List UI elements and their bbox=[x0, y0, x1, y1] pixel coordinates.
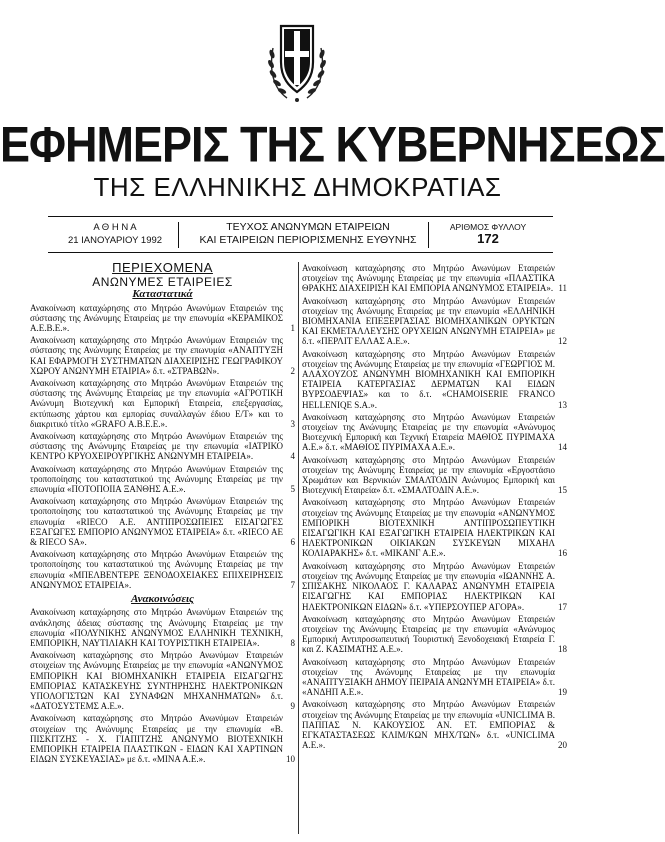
entry-page-number: 19 bbox=[558, 687, 567, 698]
entry-page-number: 17 bbox=[558, 601, 567, 612]
contents-entry[interactable] bbox=[302, 657, 567, 698]
entry-page-number: 4 bbox=[290, 451, 295, 462]
entry-page-number: 5 bbox=[290, 484, 295, 495]
gazette-subtitle: ΤΗΣ ΕΛΛΗΝΙΚΗΣ ΔΗΜΟΚΡΑΤΙΑΣ bbox=[93, 172, 502, 202]
subsection-registrations: Καταστατικά bbox=[132, 288, 193, 301]
masthead-info-bar bbox=[48, 220, 553, 250]
entry-text: Ανακοίνωση καταχώρησης στο Μητρώο Ανωνύμων Εταιρειών της τροποποίησης του καταστατικού της Ανώνυμης Εταιρείας με την επωνυμία «ΜΠΕΛΒΕΝΤΕΡΕ ΞΕΝΟΔΟΧΕΙΑΚΕΣ ΕΠΙΧΕΙΡΗΣΕΙΣ ΑΝΩΝΥΜΟΣ ΕΤΑΙΡΕΙΑ». bbox=[30, 549, 283, 590]
entry-page-number: 12 bbox=[558, 336, 567, 347]
contents-entry[interactable] bbox=[302, 455, 567, 496]
entry-text: Ανακοίνωση καταχώρησης στο Μητρώο Ανωνύμων Εταιρειών της σύστασης της Ανώνυμης Εταιρείας με την επωνυμία «ΚΕΡΑΜΙΚΟΣ Α.Ε.Β.Ε.». bbox=[30, 302, 283, 334]
contents-entry[interactable] bbox=[302, 296, 567, 347]
entry-page-number: 18 bbox=[558, 644, 567, 655]
place-date-block bbox=[60, 221, 170, 247]
issue-type-line1: ΤΕΥΧΟΣ ΑΝΩΝΥΜΩΝ ΕΤΑΙΡΕΙΩΝ bbox=[226, 221, 390, 233]
contents-entry[interactable] bbox=[30, 650, 295, 711]
entry-text: Ανακοίνωση καταχώρησης στο Μητρώο Ανωνύμων Εταιρειών της σύστασης της Ανώνυμης Εταιρείας με την επωνυμία «ΑΓΡΟΤΙΚΗ Ανώνυμη Βιοτεχνική και Εμπορική Εταιρεία, επεξεργασίας, εκτύπωσης χάρτου και εμπορίας συναλλαγών έδιου Ε/Τ» και το διακριτικό τίτλο «GRAFO Α.Β.Ε.Ε.». bbox=[30, 378, 283, 429]
entry-text: Ανακοίνωση καταχώρησης στο Μητρώο Ανωνύμων Εταιρειών της ανάκλησης άδειας σύστασης της Ανώνυμης Εταιρείας με την επωνυμία «ΠΟΛΥΝΙΚΗΣ ΑΝΩΝΥΜΟΣ ΕΛΛΗΝΙΚΗ ΤΕΧΝΙΚΗ, ΕΜΠΟΡΙΚΗ, ΝΑΥΤΙΛΙΑΚΗ ΚΑΙ ΤΟΥΡΙΣΤΙΚΗ ΕΤΑΙΡΕΙΑ». bbox=[30, 607, 283, 648]
entry-text: Ανακοίνωση καταχώρησης στο Μητρώο Ανωνύμων Εταιρειών στοιχείων της Ανώνυμης Εταιρείας με την επωνυμία «ΕΛΛΗΝΙΚΗ ΒΙΟΜΗΧΑΝΙΑ ΕΠΕΞΕΡΓΑΣΙΑΣ ΒΙΟΜΗΧΑΝΙΚΩΝ ΟΡΥΚΤΩΝ ΚΑΙ ΕΚΜΕΤΑΛΛΕΥΣΗΣ ΟΡΥΧΕΙΩΝ ΑΝΩΝΥΜΗ ΕΤΑΙΡΕΙΑ» με δ.τ. «ΠΕΡΛΙΤ ΕΛΛΑΣ Α.Ε.». bbox=[302, 295, 555, 347]
entry-text: Ανακοίνωση καταχώρησης στο Μητρώο Ανωνύμων Εταιρειών της τροποποίησης του καταστατικού της Ανώνυμης Εταιρείας με την επωνυμία «ΠΟΤΟΠΟΙΙΑ ΞΑΝΘΗΣ Α.Ε.». bbox=[30, 463, 283, 495]
contents-entry[interactable] bbox=[302, 497, 567, 558]
contents-entry[interactable] bbox=[30, 607, 295, 648]
contents-entry[interactable] bbox=[30, 431, 295, 462]
entry-text: Ανακοίνωση καταχώρησης στο Μητρώο Ανωνύμων Εταιρειών στοιχείων της Ανώνυμης Εταιρείας με την επωνυμία «ΑΝΩΝΥΜΟΣ ΕΜΠΟΡΙΚΗ ΒΙΟΤΕΧΝΙΚΗ ΑΝΤΙΠΡΟΣΩΠΕΥΤΙΚΗ ΕΙΣΑΓΩΓΙΚΗ ΚΑΙ ΕΞΑΓΩΓΙΚΗ ΕΤΑΙΡΕΙΑ ΗΛΕΚΤΡΙΚΩΝ ΚΑΙ ΗΛΕΚΤΡΟΝΙΚΩΝ ΟΙΚΙΑΚΩΝ ΣΥΣΚΕΥΩΝ ΜΙΧΑΗΛ ΚΟΛΙΑΡΑΚΗΣ» δ.τ. «ΜΙΚΑΝΓ Α.Ε.». bbox=[302, 497, 555, 559]
entry-text: Ανακοίνωση καταχώρησης στο Μητρώο Ανωνύμων Εταιρειών στοιχείων της Ανώνυμης Εταιρείας με την επωνυμία «ΑΝΑΠΤΥΞΙΑΚΗ ΔΗΜΟΥ ΠΕΙΡΑΙΑ ΑΝΩΝΥΜΗ ΕΤΑΙΡΕΙΑ» δ.τ. «ΑΝΔΗΠ Α.Ε.». bbox=[302, 656, 555, 698]
column-divider bbox=[298, 262, 299, 834]
issue-type-block bbox=[188, 221, 428, 247]
section-title: ΑΝΩΝΥΜΕΣ ΕΤΑΙΡΕΙΕΣ bbox=[92, 275, 233, 290]
entry-page-number: 2 bbox=[290, 365, 295, 376]
entry-page-number: 6 bbox=[290, 537, 295, 548]
entry-text: Ανακοίνωση καταχώρησης στο Μητρώο Ανωνύμων Εταιρειών στοιχείων της Ανώνυμης Εταιρείας με την επωνυμία «ΑΝΩΝΥΜΟΣ ΕΜΠΟΡΙΚΗ ΚΑΙ ΒΙΟΜΗΧΑΝΙΚΗ ΕΤΑΙΡΕΙΑ ΕΙΣΑΓΩΓΗΣ ΕΜΠΟΡΙΑΣ ΚΑΤΑΣΚΕΥΗΣ ΣΥΝΤΗΡΗΣΗΣ ΗΛΕΚΤΡΟΝΙΚΩΝ ΥΠΟΛΟΓΙΣΤΩΝ ΚΑΙ ΣΥΝΑΦΩΝ ΜΗΧΑΝΗΜΑΤΩΝ» δ.τ. «ΔΑΤΟΣΥΣΤΕΜΣ Α.Ε.». bbox=[30, 650, 283, 712]
entry-page-number: 9 bbox=[290, 701, 295, 712]
sheet-number: 172 bbox=[477, 231, 499, 246]
entry-page-number: 16 bbox=[558, 548, 567, 559]
contents-entry[interactable] bbox=[302, 349, 567, 410]
gazette-title: ΕΦΗΜΕΡΙΣ ΤΗΣ ΚΥΒΕΡΝΗΣΕΩΣ bbox=[0, 115, 665, 173]
sheet-number-block bbox=[428, 221, 548, 245]
issue-date: 21 ΙΑΝΟΥΑΡΙΟΥ 1992 bbox=[67, 235, 163, 246]
contents-right-column bbox=[302, 263, 567, 752]
masthead-bottom-rule bbox=[48, 252, 553, 253]
entry-page-number: 20 bbox=[558, 740, 567, 751]
entry-text: Ανακοίνωση καταχώρησης στο Μητρώο Ανωνύμων Εταιρειών στοιχείων της Ανώνυμης Εταιρείας με την επωνυμία «Β. ΠΙΣΚΙΤΖΗΣ - Χ. ΓΙΑΠΙΤΖΗΣ ΑΝΩΝΥΜΟ ΒΙΟΤΕΧΝΙΚΗ ΕΜΠΟΡΙΚΗ ΕΤΑΙΡΕΙΑ ΠΛΑΣΤΙΚΩΝ - ΕΙΔΩΝ ΚΑΙ ΧΑΡΤΙΝΩΝ ΕΙΔΩΝ ΣΥΣΚΕΥΑΣΙΑΣ» με δ.τ. «ΜΙΝΑ Α.Ε.». bbox=[30, 713, 283, 765]
issue-type-line2: ΚΑΙ ΕΤΑΙΡΕΙΩΝ ΠΕΡΙΟΡΙΣΜΕΝΗΣ ΕΥΘΥΝΗΣ bbox=[199, 234, 417, 246]
entry-page-number: 8 bbox=[290, 637, 295, 648]
contents-entry[interactable] bbox=[30, 496, 295, 547]
subsection-announcements: Ανακοινώσεις bbox=[131, 593, 194, 606]
contents-left-column bbox=[30, 260, 295, 766]
entry-text: Ανακοίνωση καταχώρησης στο Μητρώο Ανωνύμων Εταιρειών στοιχείων της Ανώνυμης Εταιρείας με την επωνυμία «Ανώνυμος Βιοτεχνική Εμπορική και Τεχνική Εταιρεία ΜΑΘΙΟΣ ΠΥΡΙΜΑΧΑ Α.Ε.» δ.τ. «ΜΑΘΙΟΣ ΠΥΡΙΜΑΧΑ Α.Ε.». bbox=[302, 411, 555, 453]
contents-heading: ΠΕΡΙΕΧΟΜΕΝΑ bbox=[112, 260, 213, 275]
entry-text: Ανακοίνωση καταχώρησης στο Μητρώο Ανωνύμων Εταιρειών στοιχείων της Ανώνυμης Εταιρείας με την επωνυμία «Εργοστάσιο Χρωμάτων και Βερνικιών ΣΜΑΛΤΟΔΙΝ Ανώνυμος Εμπορική και Βιοτεχνική Εταιρεία» δ.τ. «ΣΜΑΛΤΟΔΙΝ Α.Ε.». bbox=[302, 454, 555, 496]
entry-page-number: 3 bbox=[290, 418, 295, 429]
entry-text: Ανακοίνωση καταχώρησης στο Μητρώο Ανωνύμων Εταιρειών της τροποποίησης του καταστατικού της Ανώνυμης Εταιρείας με την επωνυμία «RIECO Α.Ε. ΑΝΤΙΠΡΟΣΩΠΕΙΕΣ ΕΙΣΑΓΩΓΕΣ ΕΞΑΓΩΓΕΣ ΕΜΠΟΡΙΟ ΑΝΩΝΥΜΟΣ ΕΤΑΙΡΕΙΑ» δ.τ. «RIECO AE & RIECO SA». bbox=[30, 496, 283, 548]
entry-text: Ανακοίνωση καταχώρησης στο Μητρώο Ανωνύμων Εταιρειών στοιχείων της Ανώνυμης Εταιρείας με την επωνυμία «ΓΕΩΡΓΙΟΣ Μ. ΑΛΑΧΟΥΖΟΣ ΑΝΩΝΥΜΗ ΒΙΟΜΗΧΑΝΙΚΗ ΚΑΙ ΕΜΠΟΡΙΚΗ ΕΤΑΙΡΕΙΑ ΚΑΤΕΡΓΑΣΙΑΣ ΔΕΡΜΑΤΩΝ ΚΑΙ ΕΙΔΩΝ ΒΥΡΣΟΔΕΨΙΑΣ» και το δ.τ. «CHAMOISERIE FRANCO HELLENIQE S.A.». bbox=[302, 348, 555, 410]
contents-entry[interactable] bbox=[30, 303, 295, 334]
contents-entry[interactable] bbox=[30, 549, 295, 590]
entry-text: Ανακοίνωση καταχώρησης στο Μητρώο Ανωνύμων Εταιρειών στοιχείων της Ανώνυμης Εταιρείας με την επωνυμία «UNICLIMA Β. ΠΑΠΠΑΣ Ν. ΚΑΚΟΥΣΙΟΣ ΑΝ. ΕΤ. ΕΜΠΟΡΙΑΣ & ΕΓΚΑΤΑΣΤΑΣΕΩΣ ΚΛΙΜ/ΚΩΝ ΜΗΧ/ΤΩΝ» δ.τ. «UNICLIMA Α.Ε.». bbox=[302, 699, 555, 751]
entry-page-number: 7 bbox=[290, 579, 295, 590]
entry-text: Ανακοίνωση καταχώρησης στο Μητρώο Ανωνύμων Εταιρειών στοιχείων της Ανώνυμης Εταιρείας με την επωνυμία «Ανώνυμος Εμπορική Αντιπροσωπευτική Τουριστική Ξενοδοχειακή Εταιρεία Γ. και Ζ. ΚΑΣΙΜΑΤΗΣ Α.Ε.». bbox=[302, 613, 555, 655]
entry-page-number: 1 bbox=[290, 323, 295, 334]
contents-entry[interactable] bbox=[30, 464, 295, 495]
entry-page-number: 14 bbox=[558, 442, 567, 453]
masthead-top-rule bbox=[48, 216, 553, 217]
sheet-number-label: ΑΡΙΘΜΟΣ ΦΥΛΛΟΥ bbox=[449, 222, 527, 232]
right-entries-list bbox=[302, 263, 567, 750]
entry-page-number: 13 bbox=[558, 399, 567, 410]
contents-entry[interactable] bbox=[30, 713, 295, 764]
entry-text: Ανακοίνωση καταχώρησης στο Μητρώο Ανωνύμων Εταιρειών στοιχείων της Ανώνυμης Εταιρείας με την επωνυμία «ΠΛΑΣΤΙΚΑ ΘΡΑΚΗΣ ΔΙΑΧΕΙΡΙΣΗ ΚΑΙ ΕΜΠΟΡΙΑ ΑΝΩΝΥΜΟΣ ΕΤΑΙΡΕΙΑ». bbox=[302, 263, 555, 294]
contents-entry[interactable] bbox=[302, 263, 567, 294]
entry-text: Ανακοίνωση καταχώρησης στο Μητρώο Ανωνύμων Εταιρειών της σύστασης της Ανώνυμης Εταιρείας με την επωνυμία «ΙΑΤΡΙΚΟ ΚΕΝΤΡΟ ΚΡΥΟΧΕΙΡΟΥΡΓΙΚΗΣ ΑΝΩΝΥΜΗ ΕΤΑΙΡΕΙΑ». bbox=[30, 431, 283, 462]
greek-coat-of-arms-emblem bbox=[265, 18, 329, 104]
divider bbox=[178, 222, 179, 248]
contents-entry[interactable] bbox=[302, 614, 567, 655]
registration-entries-list bbox=[30, 303, 295, 590]
entry-page-number: 15 bbox=[558, 485, 567, 496]
city-label: Α Θ Η Ν Α bbox=[93, 222, 137, 233]
entry-page-number: 11 bbox=[558, 283, 567, 294]
contents-entry[interactable] bbox=[30, 378, 295, 429]
contents-entry[interactable] bbox=[302, 561, 567, 612]
entry-text: Ανακοίνωση καταχώρησης στο Μητρώο Ανωνύμων Εταιρειών στοιχείων της Ανώνυμης Εταιρείας με την επωνυμία «ΙΩΑΝΝΗΣ Α. ΣΠΙΣΑΚΗΣ ΝΙΚΟΛΑΟΣ Γ. ΚΑΛΑΡΑΣ ΑΝΩΝΥΜΗ ΕΤΑΙΡΕΙΑ ΕΙΣΑΓΩΓΗΣ ΚΑΙ ΕΜΠΟΡΙΑΣ ΗΛΕΚΤΡΙΚΩΝ ΚΑΙ ΗΛΕΚΤΡΟΝΙΚΩΝ ΕΙΔΩΝ» δ.τ. «ΥΠΕΡΣΟΥΠΕΡ ΑΓΟΡΑ». bbox=[302, 560, 555, 612]
contents-entry[interactable] bbox=[30, 335, 295, 376]
announcement-entries-list bbox=[30, 607, 295, 764]
entry-page-number: 10 bbox=[286, 754, 295, 765]
contents-entry[interactable] bbox=[302, 412, 567, 453]
entry-text: Ανακοίνωση καταχώρησης στο Μητρώο Ανωνύμων Εταιρειών της σύστασης της Ανώνυμης Εταιρείας με την επωνυμία «ΑΝΑΠΤΥΞΗ ΚΑΙ ΕΦΑΡΜΟΓΗ ΣΥΣΤΗΜΑΤΩΝ ΔΙΑΧΕΙΡΙΣΗΣ ΓΕΩΓΡΑΦΙΚΟΥ ΧΩΡΟΥ ΑΝΩΝΥΜΗ ΕΤΑΙΡΙΑ» δ.τ. «ΣΤΡΑΒΩΝ». bbox=[30, 335, 283, 376]
contents-entry[interactable] bbox=[302, 699, 567, 750]
